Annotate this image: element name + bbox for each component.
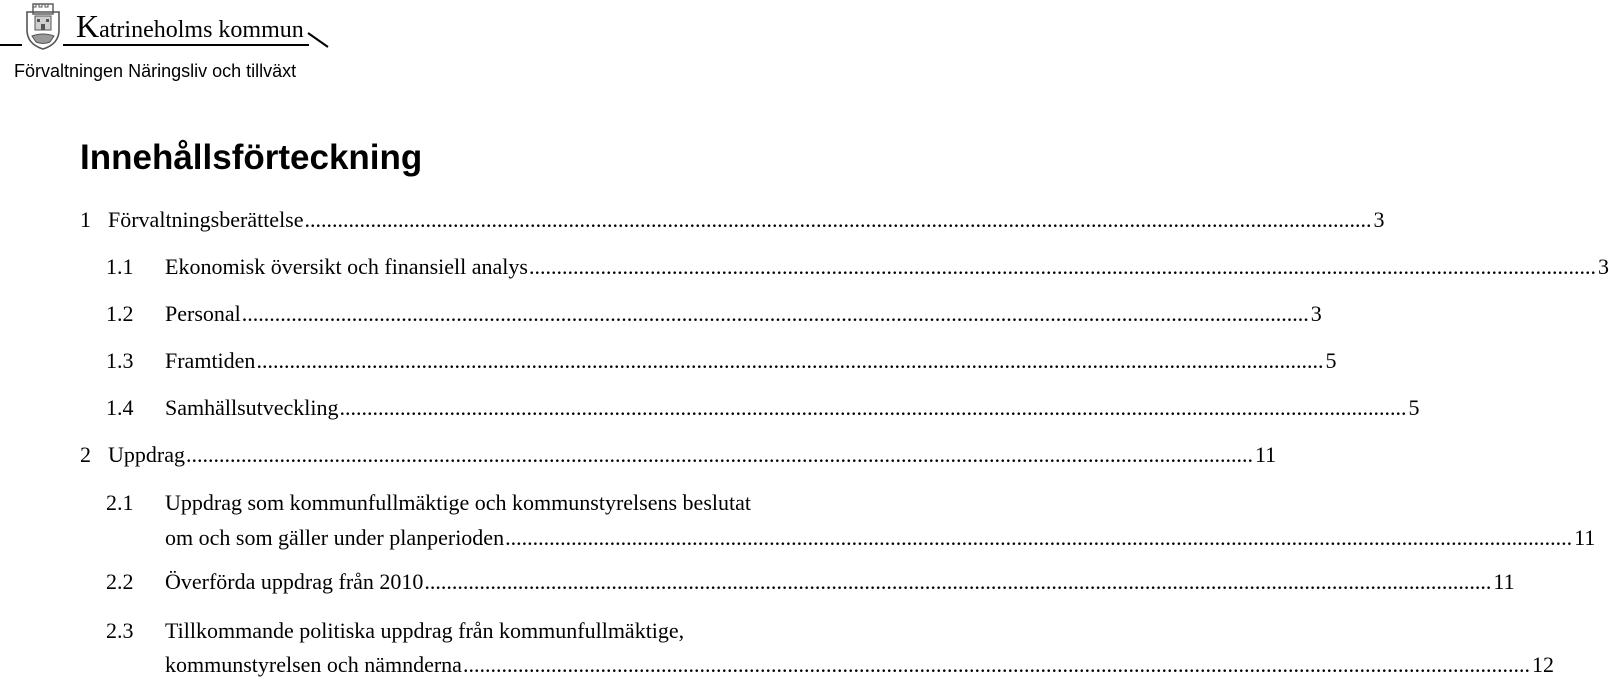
toc-leader xyxy=(242,299,1309,329)
toc-leader xyxy=(424,567,1491,597)
toc-entry-page: 5 xyxy=(1408,395,1420,420)
toc-leader xyxy=(340,393,1407,423)
organization-name-rest: atrineholms kommun xyxy=(99,17,304,43)
toc-entry-text: Samhällsutveckling xyxy=(165,395,339,420)
toc-entry-text: Framtiden xyxy=(165,348,256,373)
toc-entry-number: 2 xyxy=(80,442,91,467)
toc-entry-page: 12 xyxy=(1531,652,1554,677)
toc-entry-page: 11 xyxy=(1574,525,1596,550)
department-name: Förvaltningen Näringsliv och tillväxt xyxy=(14,61,297,81)
toc-leader xyxy=(256,346,1323,376)
toc-entry-number: 2.3 xyxy=(106,618,134,643)
toc-entry-text-line1: Uppdrag som kommunfullmäktige och kommunstyrelsens beslutat xyxy=(165,490,751,515)
toc-entry-page: 5 xyxy=(1325,348,1337,373)
toc-title: Innehållsförteckning xyxy=(80,138,423,177)
toc-entry-number: 1.2 xyxy=(106,301,134,326)
toc-leader xyxy=(305,205,1372,235)
toc-leader xyxy=(529,252,1596,282)
toc-entry-number: 1.4 xyxy=(106,395,134,420)
toc-entry-number: 1 xyxy=(80,207,91,232)
toc-entry-text: Ekonomisk översikt och finansiell analys xyxy=(165,254,528,279)
toc-entry-text: kommunstyrelsen och nämnderna xyxy=(165,652,462,677)
toc-entry-number: 1.3 xyxy=(106,348,134,373)
toc-entry-page: 3 xyxy=(1310,301,1322,326)
toc-entry-page: 3 xyxy=(1597,254,1609,279)
toc-entry-page: 11 xyxy=(1493,569,1515,594)
toc-entry-text: Uppdrag xyxy=(108,442,185,467)
toc-entry-text: Personal xyxy=(165,301,241,326)
toc-entry-text-line1: Tillkommande politiska uppdrag från kommunfullmäktige, xyxy=(165,618,685,643)
toc-entry-number: 2.1 xyxy=(106,490,134,515)
toc-entry-text: Överförda uppdrag från 2010 xyxy=(165,569,424,594)
toc-entry-page: 3 xyxy=(1373,207,1385,232)
toc-entry-page: 11 xyxy=(1254,442,1277,467)
toc-entry-text: Förvaltningsberättelse xyxy=(108,207,304,232)
toc-entry-number: 1.1 xyxy=(106,254,134,279)
toc-leader xyxy=(463,650,1530,680)
toc-leader xyxy=(186,440,1253,470)
toc-entry-text: om och som gäller under planperioden xyxy=(165,525,505,550)
organization-name-initial: K xyxy=(76,8,100,44)
toc-leader xyxy=(505,523,1572,553)
toc-entry-number: 2.2 xyxy=(106,569,134,594)
